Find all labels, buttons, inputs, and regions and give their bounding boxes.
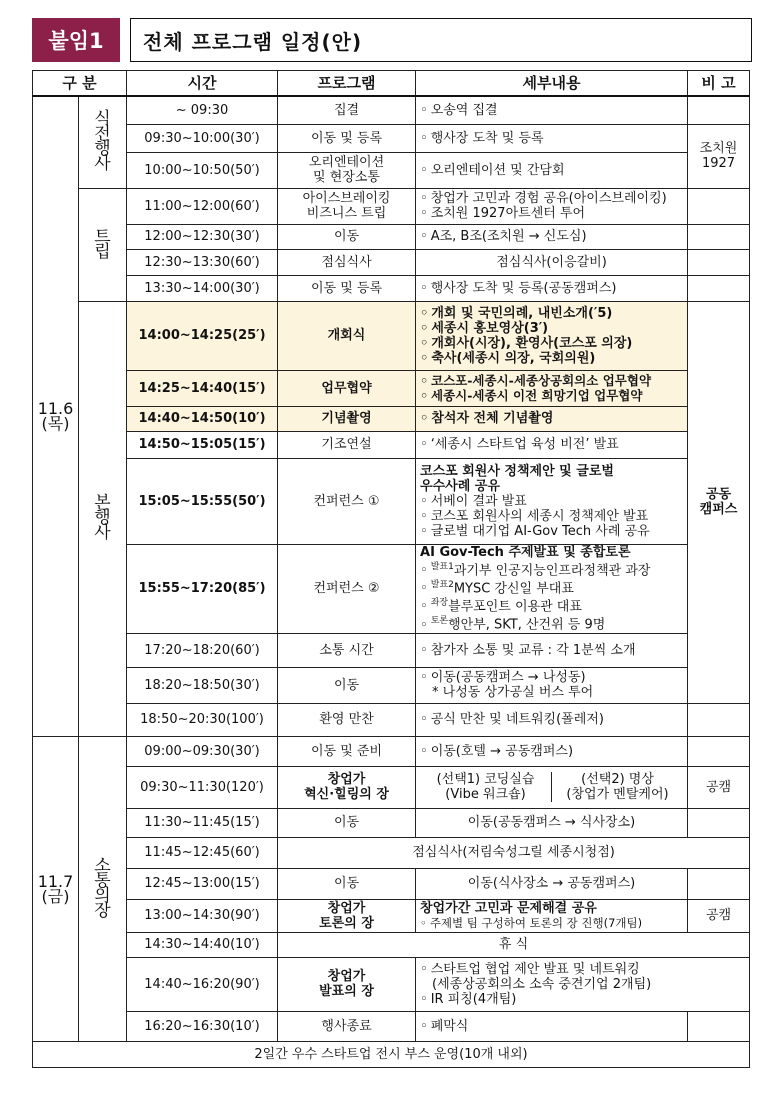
detail-text: ◦ 참가자 소통 및 교류 : 각 1분씩 소개 [420,643,636,658]
program-cell: 환영 만찬 [278,703,416,736]
section-main: 본행사 [79,301,127,736]
time-cell: 13:30~14:00(30′) [127,275,278,301]
section-pre: 식전행사 [79,96,127,188]
detail-text: 휴 식 [278,932,750,957]
program-cell: 업무협약 [278,370,416,406]
program-cell: 집결 [278,96,416,124]
table-row [33,224,750,249]
table-row [33,837,750,868]
time-cell: 14:40~14:50(10′) [127,406,278,431]
detail-text: ◦ 오송역 집결 [420,103,498,118]
note-d2a: 공캠 [688,766,750,808]
col-note: 비 고 [688,71,750,97]
header-row [33,71,750,97]
detail-cell: 코스포 회원사 정책제안 및 글로벌 우수사례 공유 ◦ 서베이 결과 발표 ◦ 코스포 회원사의 세종시 정책제안 발표 ◦ 글로벌 대기업 AI-Gov Tech 사례 공유 [416,458,688,544]
detail-text: ◦ 행사장 도착 및 등록(공동캠퍼스) [420,281,616,296]
note-main: 공동 캠퍼스 [688,301,750,703]
detail-text: ◦ 공식 만찬 및 네트워킹(폴레저) [420,712,604,727]
program-cell: 컨퍼런스 ① [278,458,416,544]
table-row [33,544,750,633]
program-cell: 소통 시간 [278,633,416,667]
time-cell: 09:00~09:30(30′) [127,736,278,766]
program-cell: 창업가 발표의 장 [278,957,416,1011]
table-row [33,703,750,736]
time-cell: 14:25~14:40(15′) [127,370,278,406]
time-cell: 18:20~18:50(30′) [127,667,278,703]
detail-cell: ◦ 개회 및 국민의례, 내빈소개(′5) ◦ 세종시 홍보영상(3′) ◦ 개회사(시장), 환영사(코스포 의장) ◦ 축사(세종시 의장, 국회의원) [416,301,688,370]
detail-text: ◦ A조, B조(조치원 → 신도심) [420,229,587,244]
table-row [33,275,750,301]
time-cell: 14:40~16:20(90′) [127,957,278,1011]
day1-date-cell: 11.6 (목) [33,96,79,736]
table-row [33,431,750,458]
table-row [33,899,750,932]
time-cell: 15:05~15:55(50′) [127,458,278,544]
program-cell: 이동 [278,808,416,837]
section-comm: 소통의장 [79,736,127,1041]
option-2: (선택2) 명상 (창업가 멘탈케어) [551,772,683,802]
schedule-table [32,70,750,1068]
detail-text: 점심식사(저림숙성그릴 세종시청점) [278,837,750,868]
table-row [33,96,750,124]
table-row [33,766,750,808]
time-cell: 14:30~14:40(10′) [127,932,278,957]
program-cell: 이동 [278,224,416,249]
option-1: (선택1) 코딩실습 (Vibe 워크숍) [436,772,535,803]
time-cell: 13:00~14:30(90′) [127,899,278,932]
note-pre: 조치원 1927 [688,124,750,188]
table-row [33,249,750,275]
table-row [33,1011,750,1041]
table-row [33,667,750,703]
detail-cell: ◦ 스타트업 협업 제안 발표 및 네트워킹 (세종상공회의소 소속 중견기업 2개팀) ◦ IR 피칭(4개팀) [416,957,750,1011]
program-cell: 기조연설 [278,431,416,458]
table-row [33,124,750,152]
detail-cell: AI Gov-Tech 주제발표 및 종합토론 ◦ $^{발표1}$과기부 인공지능인프라정책관 과장 ◦ $^{발표2}$MYSC 강신일 부대표 ◦ $^{좌장}$블루포인트 이용관 대표 ◦ $^{토론}$행안부, SKT, 산건위 등 9명 [416,544,688,633]
program-cell: 아이스브레이킹 비즈니스 트립 [278,188,416,224]
col-time: 시간 [127,71,278,97]
detail-text: 이동(식사장소 → 공동캠퍼스) [416,868,688,899]
time-cell: 10:00~10:50(50′) [127,152,278,188]
note-d2b: 공캠 [688,899,750,932]
time-cell: 16:20~16:30(10′) [127,1011,278,1041]
time-cell: 12:00~12:30(30′) [127,224,278,249]
detail-cell: 창업가간 고민과 문제해결 공유 ◦ 주제별 팀 구성하여 토론의 장 진행(7개팀) [416,899,688,932]
detail-text: 점심식사(이응갈비) [416,249,688,275]
time-cell: 09:30~11:30(120′) [127,766,278,808]
table-row [33,406,750,431]
table-row [33,808,750,837]
table-row [33,370,750,406]
table-row [33,868,750,899]
page-title: 전체 프로그램 일정(안) [130,18,752,62]
col-program: 프로그램 [278,71,416,97]
day2-date-cell: 11.7 (금) [33,736,79,1041]
detail-cell: ◦ 창업가 고민과 경험 공유(아이스브레이킹) ◦ 조치원 1927아트센터 투어 [416,188,688,224]
program-cell: 컨퍼런스 ② [278,544,416,633]
time-cell: 18:50~20:30(100′) [127,703,278,736]
table-row [33,957,750,1011]
footer-row [33,1041,750,1067]
table-row [33,633,750,667]
detail-text: ◦ 이동(호텔 → 공동캠퍼스) [420,744,573,759]
detail-text: ◦ 참석자 전체 기념촬영 [420,411,553,426]
time-cell: 14:00~14:25(25′) [127,301,278,370]
option-cell [416,766,688,808]
table-row [33,152,750,188]
table-row [33,736,750,766]
time-cell: 17:20~18:20(60′) [127,633,278,667]
program-cell: 창업가 혁신·힐링의 장 [278,766,416,808]
section-trip: 트립 [79,188,127,301]
time-cell: 14:50~15:05(15′) [127,431,278,458]
time-cell: 12:30~13:30(60′) [127,249,278,275]
time-cell: ~ 09:30 [127,96,278,124]
table-row [33,458,750,544]
detail-text: ◦ ‘세종시 스타트업 육성 비전’ 발표 [420,437,619,452]
detail-text: ◦ 오리엔테이션 및 간담회 [420,163,565,178]
time-cell: 09:30~10:00(30′) [127,124,278,152]
program-cell: 이동 및 준비 [278,736,416,766]
detail-text: ◦ 폐막식 [420,1019,468,1034]
program-cell: 이동 [278,868,416,899]
table-row [33,188,750,224]
program-cell: 기념촬영 [278,406,416,431]
table-row [33,301,750,370]
time-cell: 11:45~12:45(60′) [127,837,278,868]
program-cell: 점심식사 [278,249,416,275]
detail-text: ◦ 행사장 도착 및 등록 [420,131,544,146]
detail-text: 이동(공동캠퍼스 → 식사장소) [416,808,688,837]
program-cell: 창업가 토론의 장 [278,899,416,932]
attachment-badge: 붙임1 [32,18,120,62]
page-header [32,18,752,62]
time-cell: 11:00~12:00(60′) [127,188,278,224]
col-group: 구 분 [33,71,127,97]
program-cell: 개회식 [278,301,416,370]
time-cell: 11:30~11:45(15′) [127,808,278,837]
program-cell: 이동 및 등록 [278,124,416,152]
program-cell: 이동 및 등록 [278,275,416,301]
program-cell: 이동 [278,667,416,703]
table-row [33,932,750,957]
program-cell: 오리엔테이션 및 현장소통 [278,152,416,188]
time-cell: 12:45~13:00(15′) [127,868,278,899]
time-cell: 15:55~17:20(85′) [127,544,278,633]
program-cell: 행사종료 [278,1011,416,1041]
footer-note: 2일간 우수 스타트업 전시 부스 운영(10개 내외) [33,1041,750,1067]
detail-cell: ◦ 코스포-세종시-세종상공회의소 업무협약 ◦ 세종시-세종시 이전 희망기업 업무협약 [416,370,688,406]
detail-cell: ◦ 이동(공동캠퍼스 → 나성동) * 나성동 상가공실 버스 투어 [416,667,688,703]
col-detail: 세부내용 [416,71,688,97]
